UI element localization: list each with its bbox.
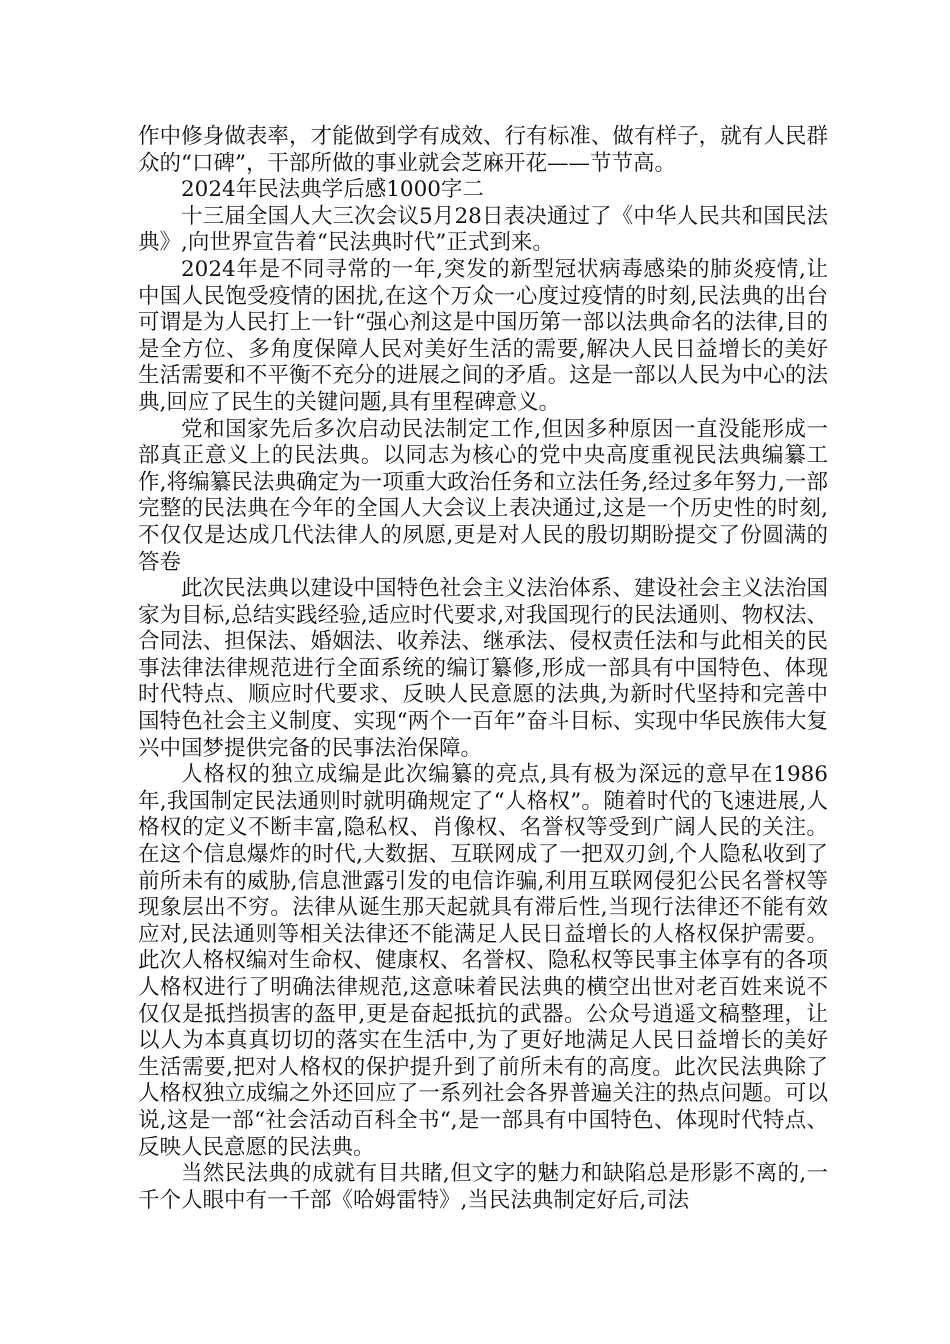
- paragraph: 2024年是不同寻常的一年,突发的新型冠状病毒感染的肺炎疫情,让中国人民饱受疫情的困扰,在这个万众一心度过疫情的时刻,民法典的出台可谓是为人民打上一针“强心剂这是中国历第一部以法典命名的法律,目的是全方位、多角度保障人民对美好生活的需要,解决人民日益增长的美好生活需要和不平衡不充分的进展之间的矛盾。这是一部以人民为中心的法典,回应了民生的关键问题,具有里程碑意义。: [138, 256, 828, 415]
- paragraph: 十三届全国人大三次会议5月28日表决通过了《中华人民共和国民法典》,向世界宣告着“民法典时代”正式到来。: [138, 203, 828, 256]
- paragraph: 此次民法典以建设中国特色社会主义法治体系、建设社会主义法治国家为目标,总结实践经验,适应时代要求,对我国现行的民法通则、物权法、合同法、担保法、婚姻法、收养法、继承法、侵权责任法和与此相关的民事法律法律规范进行全面系统的编订纂修,形成一部具有中国特色、体现时代特点、顺应时代要求、反映人民意愿的法典,为新时代坚持和完善中国特色社会主义制度、实现“两个一百年”奋斗目标、实现中华民族伟大复兴中国梦提供完备的民事法治保障。: [138, 576, 828, 761]
- section-heading: 2024年民法典学后感1000字二: [181, 177, 484, 203]
- paragraph: 当然民法典的成就有目共睹,但文字的魅力和缺陷总是形影不离的,一千个人眼中有一千部《哈姆雷特》,当民法典制定好后,司法: [138, 1161, 828, 1213]
- document-body: [138, 124, 828, 1214]
- paragraph: 党和国家先后多次启动民法制定工作,但因多种原因一直没能形成一部真正意义上的民法典。以同志为核心的党中央高度重视民法典编纂工作,将编纂民法典确定为一项重大政治任务和立法任务,经过多年努力,一部完整的民法典在今年的全国人大会议上表决通过,这是一个历史性的时刻,不仅仅是达成几代法律人的夙愿,更是对人民的殷切期盼提交了份圆满的答卷: [138, 416, 828, 575]
- paragraph: 人格权的独立成编是此次编纂的亮点,具有极为深远的意早在1986年,我国制定民法通则时就明确规定了“人格权”。随着时代的飞速进展,人格权的定义不断丰富,隐私权、肖像权、名誉权等受到广阔人民的关注。在这个信息爆炸的时代,大数据、互联网成了一把双刃剑,个人隐私收到了前所未有的威胁,信息泄露引发的电信诈骗,利用互联网侵犯公民名誉权等现象层出不穷。法律从诞生那天起就具有滞后性,当现行法律还不能有效应对,民法通则等相关法律还不能满足人民日益增长的人格权保护需要。此次人格权编对生命权、健康权、名誉权、隐私权等民事主体享有的各项人格权进行了明确法律规范,这意味着民法典的横空出世对老百姓来说不仅仅是抵挡损害的盔甲,更是奋起抵抗的武器。公众号逍遥文稿整理，让以人为本真真切切的落实在生活中,为了更好地满足人民日益增长的美好生活需要,把对人格权的保护提升到了前所未有的高度。此次民法典除了人格权独立成编之外还回应了一系列社会各界普遍关注的热点问题。可以说,这是一部“社会活动百科全书“,是一部具有中国特色、体现时代特点、反映人民意愿的民法典。: [138, 762, 828, 1160]
- paragraph-continuation: 作中修身做表率，才能做到学有成效、行有标准、做有样子，就有人民群众的“口碑”，干部所做的事业就会芝麻开花——节节高。: [138, 124, 828, 176]
